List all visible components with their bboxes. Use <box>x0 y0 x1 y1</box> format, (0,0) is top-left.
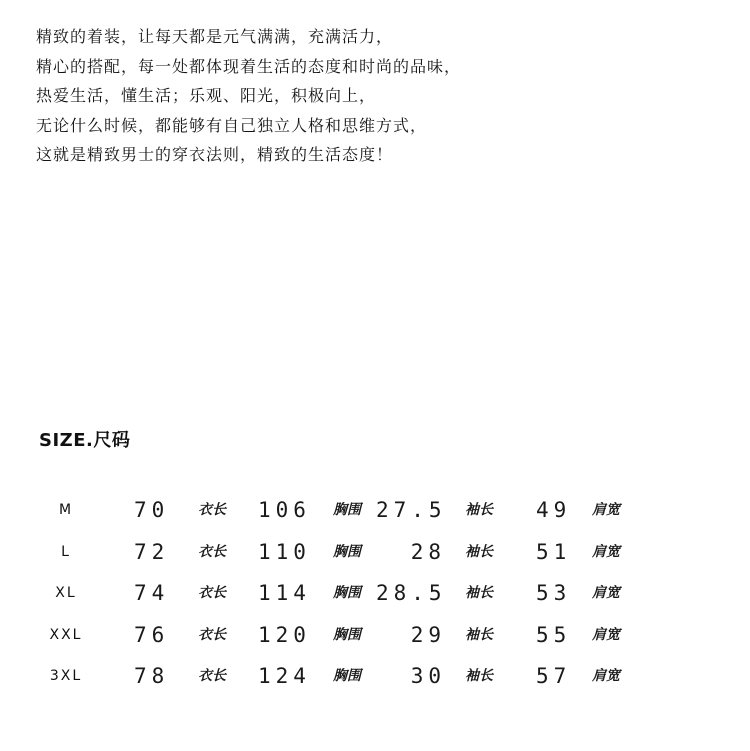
length-label: 衣长 <box>198 502 226 518</box>
size-table <box>0 492 750 700</box>
shoulder-label: 肩宽 <box>592 668 620 684</box>
length-value: 72 <box>134 539 170 564</box>
length-value: 74 <box>134 581 170 605</box>
sleeve-label: 袖长 <box>465 502 493 518</box>
shoulder-label: 肩宽 <box>592 502 620 518</box>
size-name: M <box>58 502 74 518</box>
size-chart-title: SIZE.尺码 <box>39 430 131 451</box>
sleeve-value: 30 <box>410 664 446 688</box>
chest-label: 胸围 <box>333 626 361 643</box>
size-name: 3XL <box>49 668 83 684</box>
chest-value: 114 <box>258 581 311 605</box>
shoulder-value: 57 <box>536 664 572 688</box>
sleeve-label: 袖长 <box>465 585 493 601</box>
sleeve-label: 袖长 <box>465 668 493 684</box>
length-value: 70 <box>134 498 170 522</box>
chest-value: 106 <box>258 498 311 522</box>
intro-text <box>36 22 716 170</box>
sleeve-value: 27.5 <box>376 498 447 522</box>
length-label: 衣长 <box>198 668 226 684</box>
length-value: 76 <box>134 622 170 647</box>
intro-line: 这就是精致男士的穿衣法则，精致的生活态度！ <box>36 145 394 164</box>
chest-value: 124 <box>258 664 311 688</box>
shoulder-label: 肩宽 <box>592 585 620 601</box>
shoulder-value: 55 <box>536 622 572 647</box>
sleeve-value: 29 <box>410 622 446 647</box>
chest-label: 胸围 <box>333 543 361 560</box>
intro-line: 无论什么时候，都能够有自己独立人格和思维方式， <box>36 115 428 135</box>
shoulder-value: 53 <box>536 581 572 605</box>
size-name: L <box>61 543 71 560</box>
shoulder-label: 肩宽 <box>592 543 620 560</box>
length-label: 衣长 <box>198 626 226 643</box>
sleeve-value: 28.5 <box>376 581 447 605</box>
size-row <box>0 617 750 659</box>
shoulder-value: 49 <box>536 498 572 522</box>
size-row <box>0 534 750 576</box>
sleeve-label: 袖长 <box>465 626 493 643</box>
length-label: 衣长 <box>198 543 226 560</box>
size-row <box>0 575 750 617</box>
sleeve-label: 袖长 <box>465 543 493 560</box>
chest-value: 110 <box>258 539 311 564</box>
size-name: XXL <box>49 626 83 643</box>
size-row <box>0 658 750 700</box>
chest-value: 120 <box>258 622 311 647</box>
intro-line: 热爱生活，懂生活；乐观、阳光，积极向上， <box>36 86 377 105</box>
chest-label: 胸围 <box>333 585 361 601</box>
size-name: XL <box>55 585 77 601</box>
length-value: 78 <box>134 664 170 688</box>
intro-line: 精致的着装，让每天都是元气满满，充满活力， <box>36 27 394 46</box>
chest-label: 胸围 <box>333 668 361 684</box>
sleeve-value: 28 <box>410 539 446 564</box>
chest-label: 胸围 <box>333 502 361 518</box>
length-label: 衣长 <box>198 585 226 601</box>
shoulder-value: 51 <box>536 539 572 564</box>
shoulder-label: 肩宽 <box>592 626 620 643</box>
intro-line: 精心的搭配，每一处都体现着生活的态度和时尚的品味， <box>36 56 462 76</box>
size-row <box>0 492 750 534</box>
